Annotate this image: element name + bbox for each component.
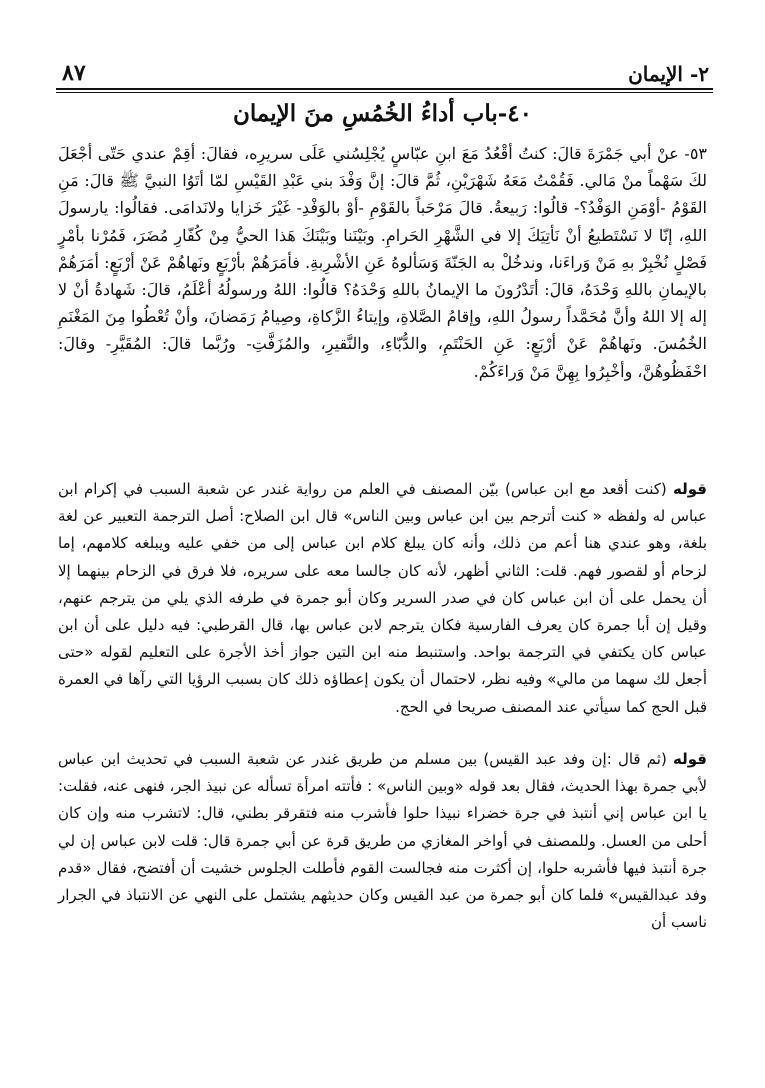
bab-title: ٤٠-باب أداءُ الخُمُسِ منَ الإيمان <box>233 100 532 127</box>
chapter-title: ٢- الإيمان <box>628 62 709 86</box>
header-rule-thin <box>56 92 713 93</box>
page-number: ٨٧ <box>62 60 86 86</box>
commentary-lead: قوله <box>673 750 707 768</box>
commentary-body: (ثم قال :إن وفد عبد القيس) بين مسلم من طريق غندر عن شعبة السبب في تحديث ابن عباس لأبي جمرة بهذا الحديث، فقال بعد قوله «وبين الناس» : فأتته امرأة تسأله عن نبيذ الجر، فنهى عنه، فقلت: يا ابن عباس إني أنتبذ في جرة خضراء نبيذا حلوا فأشرب منه فتقرقر بطني، قال: لاتشرب منه وإن كان أحلى من العسل. وللمصنف في أواخر المغازي من طريق قرة عن أبي جمرة قال: قلت لابن عباس إن لي جرة أنتبذ فيها فأشربه حلوا، إن أكثرت منه فجالست القوم فأطلت الجلوس خشيت أن أفتضح، فقال «قدم وفد عبدالقيس» فلما كان أبو جمرة من عبد القيس وكان حديثهم يشتمل على النهي عن الانتباذ في الجرار ناسب أن <box>58 750 707 932</box>
commentary-paragraph <box>58 746 707 936</box>
hadith-text: ٥٣- عنْ أبي جَمْرَةَ قالَ: كنتُ أقْعُدُ مَعَ ابنِ عبّاسٍ يُجْلِسُني عَلَى سريرِه، فقالَ: أقِمْ عندي حَتّى أجْعَلَ لكَ سَهْماً منْ مَالي. فَقُمْتُ مَعَهُ شَهْرَيْنِ، ثُمَّ قالَ: إنَّ وَفْدَ بني عَبْدِ القَيْسِ لمّا أتَوُا النبيَّ ﷺ قالَ: مَنِ القَوْمُ -أوْمَنِ الوَفْدُ؟- قالُوا: رَبيعةُ. قالَ مَرْحَباً بالقَوْمِ -أوْ بالوَفْدِ- غَيْرَ خَزايا ولانَدامَى. فقالُوا: يارسولَ اللهِ، إنّا لا نَسْتَطيعُ أنْ نَأتِيَكَ إلا في الشَّهْرِ الحَرامِ. وبَيْنَنا وبَيْنَكَ هَذا الحيُّ مِنْ كُفّارِ مُضَرَ، فَمُرْنا بأمْرٍ فَصْلٍ نُخْبِرْ بهِ مَنْ وَراءَنا، وندخُلْ به الجَنّةَ وَسَألوهُ عَنِ الأشْرِبةِ. فأمَرَهُمْ بأرْبَعٍ ونَهاهُمْ عَنْ أرْبَعٍ: أمَرَهُمْ بالإيمانِ باللهِ وَحْدَهُ، قالَ: أتَدْرُونَ ما الإيمانُ باللهِ وَحْدَهُ؟ قالُوا: اللهُ ورسولُهُ أعْلَمُ، قالَ: شَهادةُ أنْ لا إله إلا اللهُ وأنَّ مُحَمَّداً رسولُ اللهِ، وإقامُ الصَّلاةِ، وإيتاءُ الزَّكاةِ، وصِيامُ رَمَضانَ، وأنْ تُعْطُوا مِنَ المَغْنَمِ الخُمُسَ. ونَهاهُمْ عَنْ أرْبَعٍ: عَنِ الحَنْتَمِ، والدُّبّاءِ، والنَّقيرِ، والمُزَفَّتِ- ورُبَّما قالَ: المُقَيَّرِ- وقالَ: احْفَظُوهُنَّ، وأخْبِرُوا بِهِنَّ مَنْ وَراءَكُمْ. <box>58 144 708 381</box>
commentary-lead: قوله <box>673 480 707 498</box>
header-rule <box>56 88 713 90</box>
commentary-body: (كنت أقعد مع ابن عباس) بيّن المصنف في العلم من رواية غندر عن شعبة السبب في إكرام ابن عباس له ولفظه « كنت أترجم بين ابن عباس وبين الناس» قال ابن الصلاح: أصل الترجمة التعبير عن لغة بلغة، وهو عندي هنا أعم من ذلك، وأنه كان يبلغ كلام ابن عباس إلى من خفي عليه ويبلغه كلامهم، إما لزحام أو لقصور فهم. قلت: الثاني أظهر، لأنه كان جالسا معه على سريره، فلا فرق في الزحام بينهما إلا أن يحمل على أن ابن عباس كان في صدر السرير وكان أبو جمرة في طرفه الذي يلي من يترجم عنهم، وقيل إن أبا جمرة كان يعرف الفارسية فكان يترجم لابن عباس بها، قال القرطبي: فيه دليل على أن ابن عباس كان يكتفي في الترجمة بواحد. واستنبط منه ابن التين جواز أخذ الأجرة على التعليم لقوله «حتى أجعل لك سهما من مالي» وفيه نظر، لاحتمال أن يكون إعطاؤه ذلك كان بسبب الرؤيا التي رآها في العمرة قبل الحج كما سيأتي عند المصنف صريحا في الحج. <box>58 480 707 716</box>
page-header <box>62 58 709 86</box>
commentary-paragraph <box>58 476 707 721</box>
